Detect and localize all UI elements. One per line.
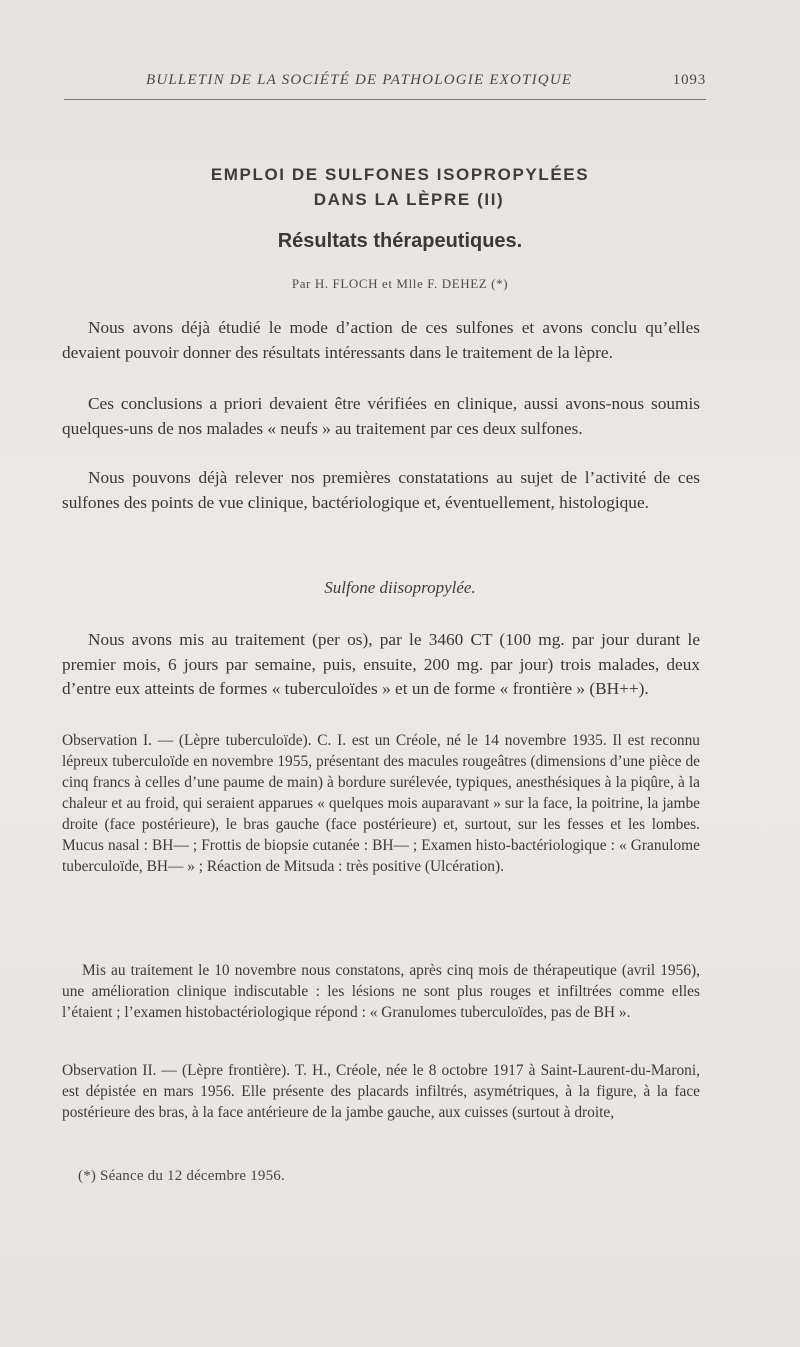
- article-title-line-2: DANS LA LÈPRE (II): [313, 190, 505, 209]
- running-title: BULLETIN DE LA SOCIÉTÉ DE PATHOLOGIE EXOTIQUE: [146, 72, 573, 88]
- observation-1-followup: Mis au traitement le 10 novembre nous constatons, après cinq mois de thérapeutique (avril 1956), une amélioration clinique indiscutable : les lésions ne sont plus rouges et infiltrées comme elles l’étaient ; l’examen histobactériologique répond : « Granulomes tuberculoïdes, pas de BH ».: [62, 962, 700, 1021]
- observation-1: Observation I. — (Lèpre tuberculoïde). C. I. est un Créole, né le 14 novembre 1935. Il est reconnu lépreux tuberculoïde en novembre 1955, présentant des macules rougeâtres (dimensions d’une pièce de cinq francs à celles d’une paume de main) à bordure surélevée, typiques, anesthésiques à la piqûre, à la chaleur et au froid, qui seraient apparues « quelques mois auparavant » sur la face, la poitrine, la jambe droite (face postérieure), le bras gauche (face postérieure) et, surtout, sur les fesses et les lombes. Mucus nasal : BH— ; Frottis de biopsie cutanée : BH— ; Examen histo-bactériologique : « Granulome tuberculoïde, BH— » ; Réaction de Mitsuda : très positive (Ulcération).: [62, 732, 700, 875]
- section-heading: Sulfone diisopropylée.: [324, 578, 476, 597]
- paragraph-4: Nous avons mis au traitement (per os), par le 3460 CT (100 mg. par jour durant le premier mois, 6 jours par semaine, puis, ensuite, 200 mg. par jour) trois malades, deux d’entre eux atteints de formes « tuberculoïdes » et un de forme « frontière » (BH++).: [62, 630, 700, 699]
- footnote: (*) Séance du 12 décembre 1956.: [78, 1168, 285, 1184]
- paragraph-1: Nous avons déjà étudié le mode d’action de ces sulfones et avons conclu qu’elles devaient pouvoir donner des résultats intéressants dans le traitement de la lèpre.: [62, 318, 700, 362]
- paragraph-2: Ces conclusions a priori devaient être vérifiées en clinique, aussi avons-nous soumis quelques-uns de nos malades « neufs » au traitement par ces deux sulfones.: [62, 394, 700, 438]
- byline: Par H. FLOCH et Mlle F. DEHEZ (*): [291, 276, 509, 291]
- header-rule: [64, 99, 706, 100]
- paragraph-3: Nous pouvons déjà relever nos premières constatations au sujet de l’activité de ces sulfones des points de vue clinique, bactériologique et, éventuellement, histologique.: [62, 468, 700, 512]
- article-title-line-1: EMPLOI DE SULFONES ISOPROPYLÉES: [210, 165, 590, 184]
- page-number: 1093: [672, 72, 706, 88]
- article-subtitle: Résultats thérapeutiques.: [277, 230, 523, 252]
- observation-2: Observation II. — (Lèpre frontière). T. H., Créole, née le 8 octobre 1917 à Saint-Laurent-du-Maroni, est dépistée en mars 1956. Elle présente des placards infiltrés, asymétriques, à la figure, à la face postérieure des bras, à la face antérieure de la jambe gauche, aux cuisses (surtout à droite,: [62, 1062, 700, 1121]
- running-head: [146, 72, 706, 96]
